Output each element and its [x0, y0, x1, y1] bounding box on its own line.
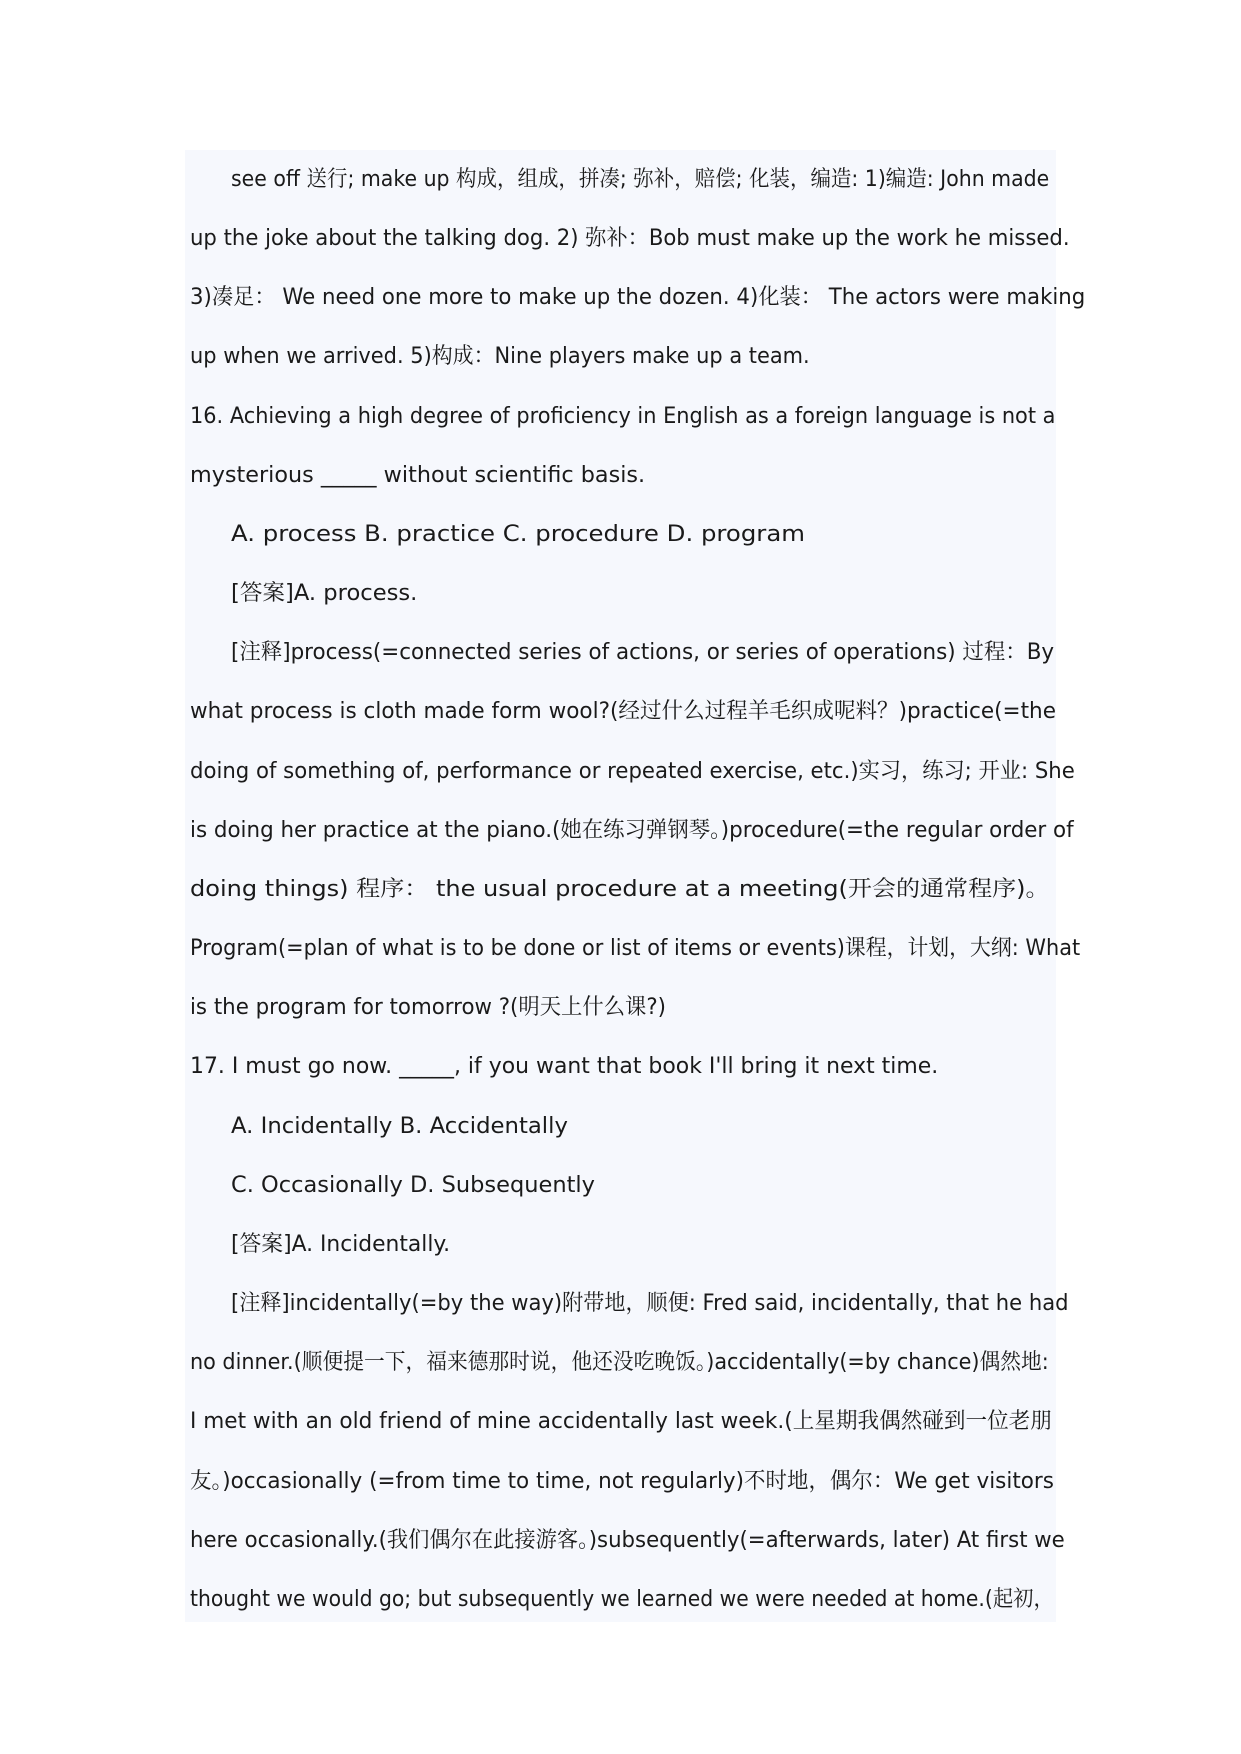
- question-17-options: A. Incidentally B. Accidentally: [231, 1114, 568, 1139]
- text-line: up the joke about the talking dog. 2) 弥补：Bob must make up the work he missed.: [190, 226, 1070, 251]
- question-17-note: [注释]incidentally(=by the way)附带地，顺便: Fred said, incidentally, that he had: [231, 1291, 1069, 1316]
- text-line: 3)凑足： We need one more to make up the dozen. 4)化装： The actors were making: [190, 285, 1086, 310]
- question-17-options: C. Occasionally D. Subsequently: [231, 1173, 595, 1198]
- text-line: see off 送行; make up 构成，组成，拼凑; 弥补，赔偿; 化装，编造: 1)编造: John made: [231, 167, 1050, 192]
- question-16-note: [注释]process(=connected series of actions, or series of operations) 过程：By: [231, 640, 1055, 665]
- question-17-note: 友。)occasionally (=from time to time, not regularly)不时地，偶尔：We get visitors: [190, 1469, 1054, 1494]
- question-16-note: is the program for tomorrow ?(明天上什么课?): [190, 995, 667, 1020]
- question-16-note: is doing her practice at the piano.(她在练习弹钢琴。)procedure(=the regular order of: [190, 818, 1074, 843]
- question-17-note: no dinner.(顺便提一下，福来德那时说，他还没吃晚饭。)accidentally(=by chance)偶然地:: [190, 1350, 1049, 1375]
- question-17-note: here occasionally.(我们偶尔在此接游客。)subsequently(=afterwards, later) At first we: [190, 1528, 1065, 1553]
- question-16-note: doing things) 程序： the usual procedure at a meeting(开会的通常程序)。: [190, 877, 1050, 902]
- question-16-note: Program(=plan of what is to be done or list of items or events)课程，计划，大纲: What: [190, 936, 1081, 961]
- text-line: up when we arrived. 5)构成：Nine players make up a team.: [190, 344, 810, 369]
- question-17-answer: [答案]A. Incidentally.: [231, 1232, 451, 1257]
- question-16-answer: [答案]A. process.: [231, 581, 418, 606]
- question-16-note: doing of something of, performance or repeated exercise, etc.)实习，练习; 开业: She: [190, 759, 1075, 784]
- question-16-note: what process is cloth made form wool?(经过什么过程羊毛织成呢料？)practice(=the: [190, 699, 1056, 724]
- question-17-note: thought we would go; but subsequently we learned we were needed at home.(起初，: [190, 1587, 1054, 1612]
- question-16-stem: 16. Achieving a high degree of proficiency in English as a foreign language is not a: [190, 404, 1056, 429]
- question-17-note: I met with an old friend of mine accidentally last week.(上星期我偶然碰到一位老朋: [190, 1409, 1052, 1434]
- question-16-options: A. process B. practice C. procedure D. program: [231, 522, 806, 547]
- question-16-stem: mysterious _____ without scientific basis.: [190, 463, 646, 488]
- question-17-stem: 17. I must go now. _____, if you want that book I'll bring it next time.: [190, 1054, 939, 1079]
